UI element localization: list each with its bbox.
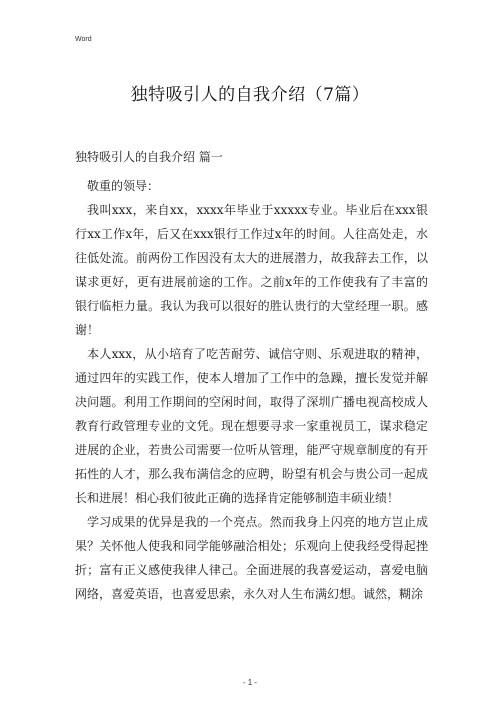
paragraph: 我叫xxx，来自xx，xxxx年毕业于xxxxx专业。毕业后在xxx银行xx工作x年，后又在xxx银行工作过x年的时间。人往高处走，水往低处流。前两份工作因没有太大的进展潜力，故我辞去工作，以谋求更好，更有进展前途的工作。之前x年的工作使我有了丰富的银行临柜力量。我认为我可以很好的胜认贵行的大堂经理一职。感谢！ [75, 203, 428, 337]
document-body [75, 174, 428, 606]
page-number: - 1 - [242, 678, 258, 687]
paragraph: 学习成果的优异是我的一个亮点。然而我身上闪亮的地方岂止成果？关怀他人使我和同学能够融洽相处；乐观向上使我经受得起挫折；富有正义感使我律人律己。全面进展的我喜爱运动，喜爱电脑网络，喜爱英语，也喜爱思索，永久对人生布满幻想。诚然，糊涂 [75, 515, 428, 601]
document-title: 独特吸引人的自我介绍（7篇） [130, 85, 370, 105]
paragraph: 本人xxx，从小培育了吃苦耐劳、诚信守则、乐观进取的精神，通过四年的实践工作，使本人增加了工作中的急躁，擅长发觉并解决问题。利用工作期间的空闲时间，取得了深圳广播电视高校成人教育行政管理专业的文凭。现在想要寻求一家重视员工，谋求稳定进展的企业，若贵公司需要一位听从管理，能严守规章制度的有开拓性的人才，那么我布满信念的应聘，盼望有机会与贵公司一起成长和进展！相心我们彼此正确的选择肯定能够制造丰硕业绩！ [75, 347, 428, 505]
section-heading: 独特吸引人的自我介绍 篇一 [75, 150, 223, 164]
header-app-label: Word [75, 36, 92, 43]
paragraph-salutation: 敬重的领导： [87, 179, 160, 193]
